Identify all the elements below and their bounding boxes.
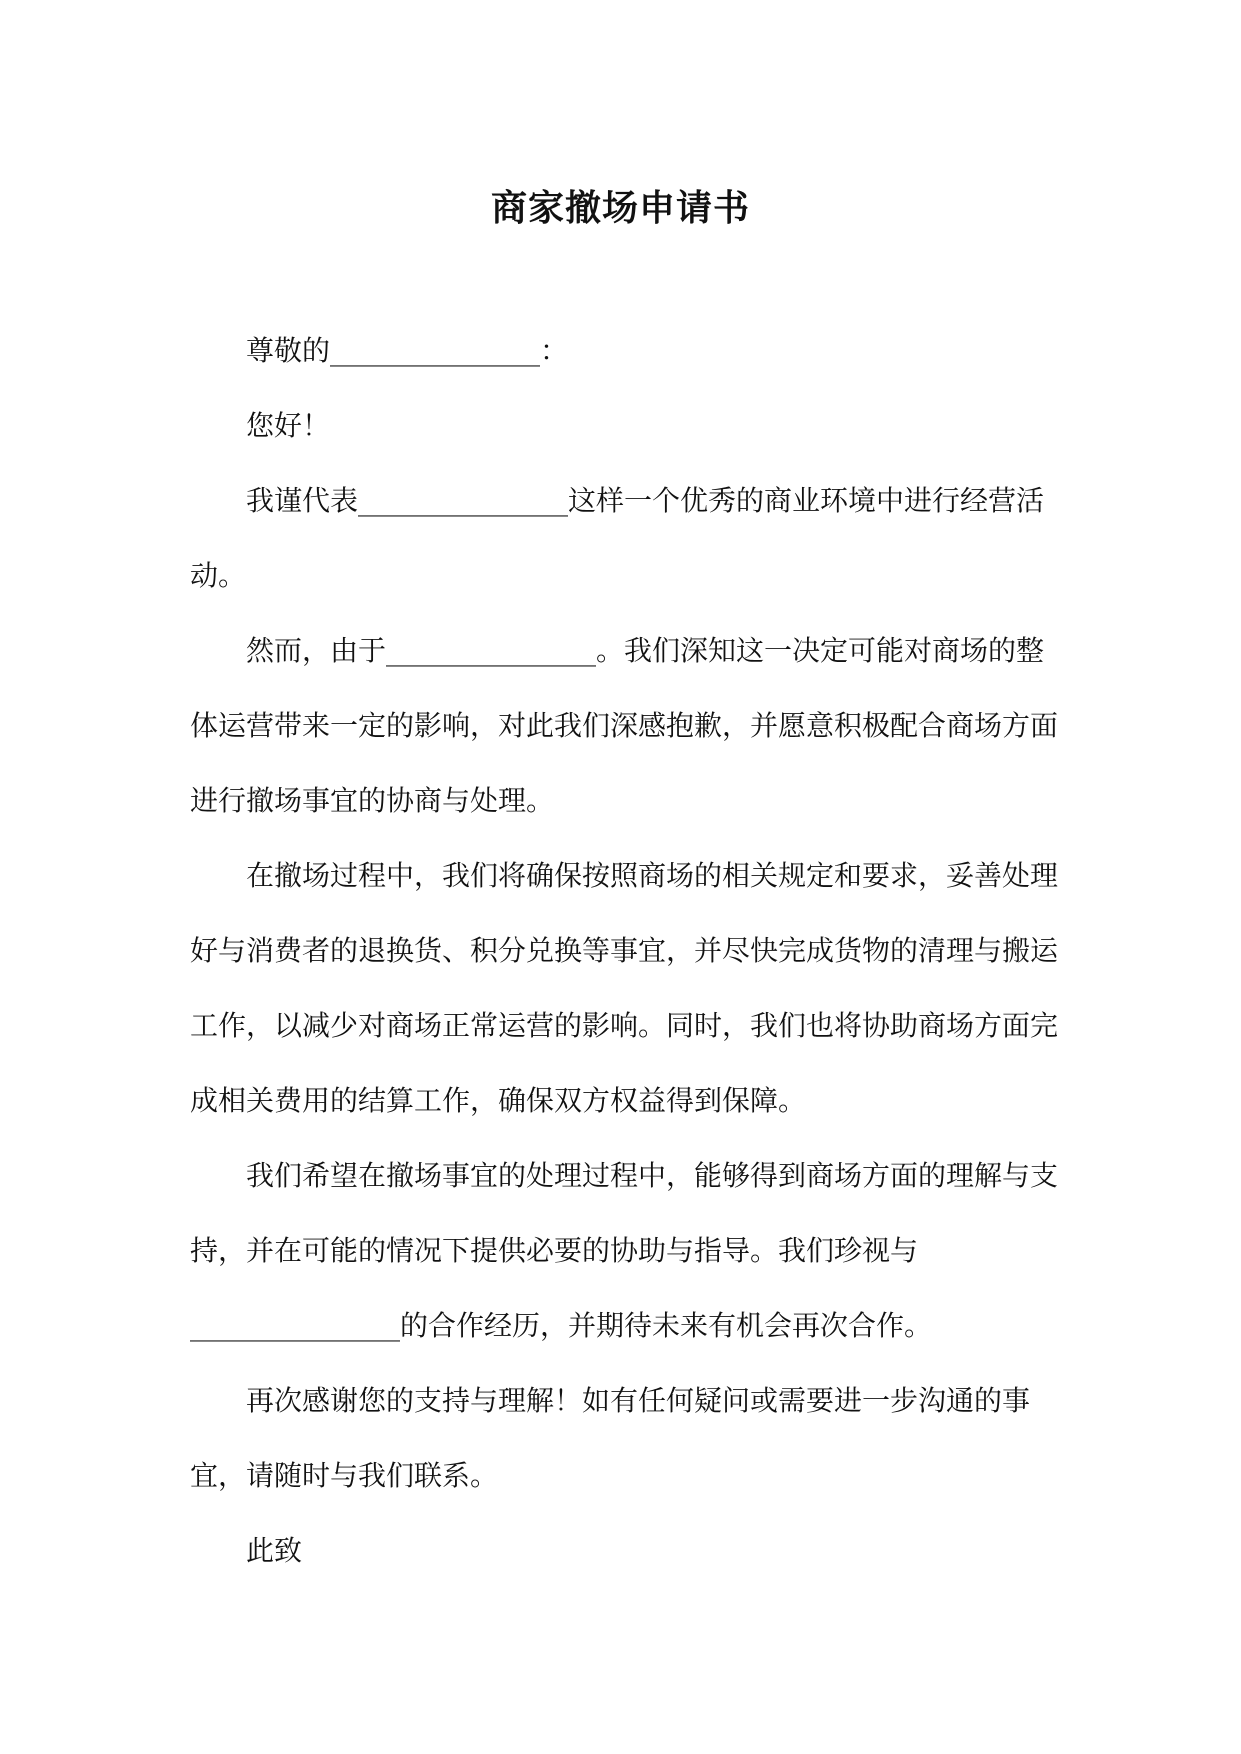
document-body (190, 313, 1060, 1588)
paragraph-reason: 然而，由于_______________。我们深知这一决定可能对商场的整体运营带来一定的影响，对此我们深感抱歉，并愿意积极配合商场方面进行撤场事宜的协商与处理。 (190, 634, 1059, 817)
paragraph-representation: 我谨代表_______________这样一个优秀的商业环境中进行经营活动。 (190, 484, 1045, 592)
paragraph-hope: 我们希望在撤场事宜的处理过程中，能够得到商场方面的理解与支持，并在可能的情况下提供必要的协助与指导。我们珍视与_______________的合作经历，并期待未来有机会再次合作。 (190, 1159, 1059, 1342)
salutation: 尊敬的_______________： (246, 334, 569, 367)
document-title: 商家撤场申请书 (490, 187, 750, 229)
paragraph-thanks: 再次感谢您的支持与理解！如有任何疑问或需要进一步沟通的事宜，请随时与我们联系。 (190, 1384, 1031, 1492)
greeting: 您好！ (246, 409, 331, 442)
paragraph-process: 在撤场过程中，我们将确保按照商场的相关规定和要求，妥善处理好与消费者的退换货、积分兑换等事宜，并尽快完成货物的清理与搬运工作，以减少对商场正常运营的影响。同时，我们也将协助商场方面完成相关费用的结算工作，确保双方权益得到保障。 (190, 859, 1059, 1117)
closing: 此致 (246, 1534, 303, 1567)
